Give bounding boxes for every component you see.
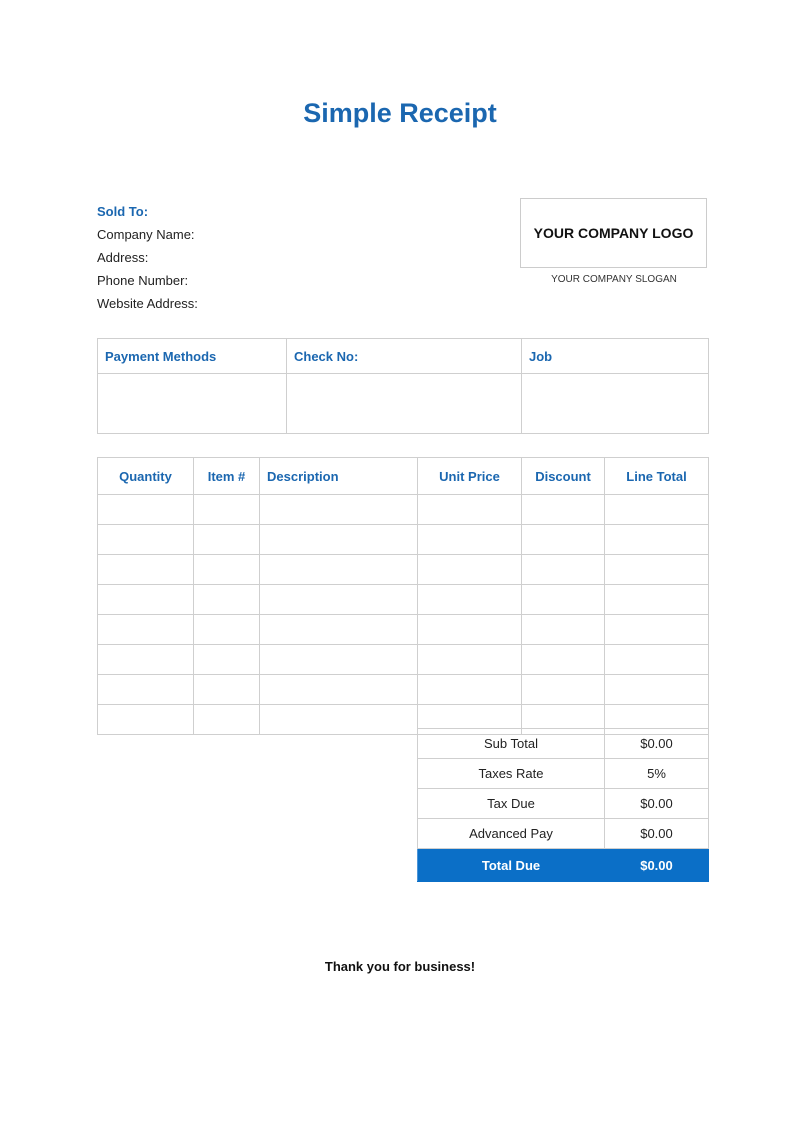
description-cell[interactable]: [260, 525, 418, 555]
tax-due-label: Tax Due: [418, 789, 605, 819]
address-label: Address:: [97, 250, 149, 265]
item-number-cell[interactable]: [194, 705, 260, 735]
item-number-cell[interactable]: [194, 585, 260, 615]
check-no-header: Check No:: [287, 339, 522, 374]
check-no-cell[interactable]: [287, 374, 522, 434]
item-number-header: Item #: [194, 458, 260, 495]
discount-header: Discount: [522, 458, 605, 495]
quantity-cell[interactable]: [98, 495, 194, 525]
item-number-cell[interactable]: [194, 525, 260, 555]
unit-price-cell[interactable]: [418, 495, 522, 525]
discount-cell[interactable]: [522, 555, 605, 585]
payment-methods-header: Payment Methods: [98, 339, 287, 374]
tax-due-row: [418, 789, 709, 819]
item-row: [98, 495, 709, 525]
discount-cell[interactable]: [522, 645, 605, 675]
description-cell[interactable]: [260, 585, 418, 615]
line-total-cell[interactable]: [605, 645, 709, 675]
description-cell[interactable]: [260, 495, 418, 525]
discount-cell[interactable]: [522, 675, 605, 705]
job-cell[interactable]: [522, 374, 709, 434]
item-number-cell[interactable]: [194, 675, 260, 705]
totals-table: [417, 728, 709, 882]
total-due-label: Total Due: [418, 849, 605, 882]
payment-methods-cell[interactable]: [98, 374, 287, 434]
line-total-cell[interactable]: [605, 675, 709, 705]
unit-price-cell[interactable]: [418, 555, 522, 585]
quantity-header: Quantity: [98, 458, 194, 495]
payment-table: [97, 338, 709, 434]
discount-cell[interactable]: [522, 525, 605, 555]
tax-rate-label: Taxes Rate: [418, 759, 605, 789]
items-table: [97, 457, 709, 735]
item-number-cell[interactable]: [194, 555, 260, 585]
subtotal-row: [418, 729, 709, 759]
discount-cell[interactable]: [522, 615, 605, 645]
tax-due-value: $0.00: [605, 789, 709, 819]
unit-price-header: Unit Price: [418, 458, 522, 495]
sold-to-heading: Sold To:: [97, 204, 149, 219]
line-total-cell[interactable]: [605, 615, 709, 645]
advanced-pay-label: Advanced Pay: [418, 819, 605, 849]
description-cell[interactable]: [260, 705, 418, 735]
quantity-cell[interactable]: [98, 585, 194, 615]
item-row: [98, 645, 709, 675]
total-due-row: [418, 849, 709, 882]
tax-rate-value: 5%: [605, 759, 709, 789]
quantity-cell[interactable]: [98, 675, 194, 705]
total-due-value: $0.00: [605, 849, 709, 882]
item-row: [98, 615, 709, 645]
company-logo-placeholder: [520, 198, 707, 268]
subtotal-label: Sub Total: [418, 729, 605, 759]
quantity-cell[interactable]: [98, 525, 194, 555]
line-total-cell[interactable]: [605, 525, 709, 555]
page-title: Simple Receipt: [303, 98, 497, 128]
discount-cell[interactable]: [522, 495, 605, 525]
items-header-row: [98, 458, 709, 495]
description-cell[interactable]: [260, 555, 418, 585]
payment-header-row: [98, 339, 709, 374]
item-row: [98, 525, 709, 555]
subtotal-value: $0.00: [605, 729, 709, 759]
phone-number-label: Phone Number:: [97, 273, 189, 288]
unit-price-cell[interactable]: [418, 585, 522, 615]
quantity-cell[interactable]: [98, 615, 194, 645]
company-slogan: YOUR COMPANY SLOGAN: [551, 274, 677, 285]
company-logo-text: YOUR COMPANY LOGO: [533, 225, 694, 241]
advanced-pay-value: $0.00: [605, 819, 709, 849]
discount-cell[interactable]: [522, 585, 605, 615]
line-total-header: Line Total: [605, 458, 709, 495]
company-name-label: Company Name:: [97, 227, 195, 242]
description-cell[interactable]: [260, 645, 418, 675]
job-header: Job: [522, 339, 709, 374]
item-number-cell[interactable]: [194, 495, 260, 525]
line-total-cell[interactable]: [605, 495, 709, 525]
item-number-cell[interactable]: [194, 615, 260, 645]
tax-rate-row: [418, 759, 709, 789]
quantity-cell[interactable]: [98, 645, 194, 675]
description-header: Description: [260, 458, 418, 495]
quantity-cell[interactable]: [98, 555, 194, 585]
thank-you-message: Thank you for business!: [324, 959, 476, 974]
quantity-cell[interactable]: [98, 705, 194, 735]
website-address-label: Website Address:: [97, 296, 198, 311]
advanced-pay-row: [418, 819, 709, 849]
description-cell[interactable]: [260, 675, 418, 705]
item-row: [98, 675, 709, 705]
unit-price-cell[interactable]: [418, 675, 522, 705]
payment-row: [98, 374, 709, 434]
item-row: [98, 585, 709, 615]
unit-price-cell[interactable]: [418, 645, 522, 675]
line-total-cell[interactable]: [605, 585, 709, 615]
unit-price-cell[interactable]: [418, 615, 522, 645]
description-cell[interactable]: [260, 615, 418, 645]
item-number-cell[interactable]: [194, 645, 260, 675]
item-row: [98, 555, 709, 585]
line-total-cell[interactable]: [605, 555, 709, 585]
unit-price-cell[interactable]: [418, 525, 522, 555]
